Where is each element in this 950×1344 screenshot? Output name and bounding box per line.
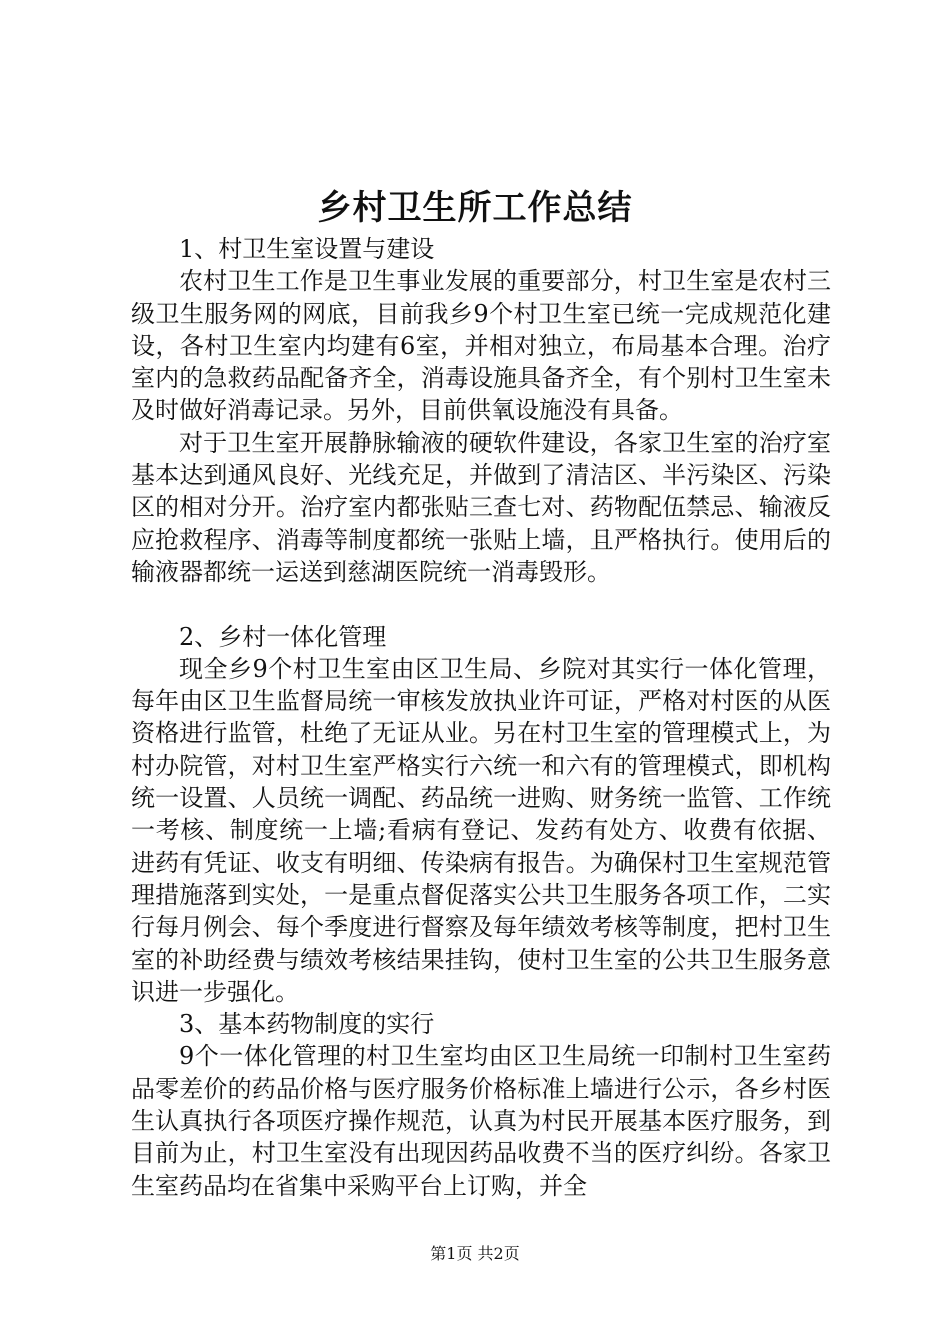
section-2-paragraph-1: 现全乡9个村卫生室由区卫生局、乡院对其实行一体化管理，每年由区卫生监督局统一审核发放执业许可证，严格对村医的从医资格进行监管，杜绝了无证从业。另在村卫生室的管理模式上，为村办院管，对村卫生室严格实行六统一和六有的管理模式，即机构统一设置、人员统一调配、药品统一进购、财务统一监管、工作统一考核、制度统一上墙;看病有登记、发药有处方、收费有依据、进药有凭证、收支有明细、传染病有报告。为确保村卫生室规范管理措施落到实处，一是重点督促落实公共卫生服务各项工作，二实行每月例会、每个季度进行督察及每年绩效考核等制度，把村卫生室的补助经费与绩效考核结果挂钩，使村卫生室的公共卫生服务意识进一步强化。 bbox=[131, 654, 831, 1006]
section-heading-3: 3、基本药物制度的实行 bbox=[179, 1010, 435, 1039]
document-title: 乡村卫生所工作总结 bbox=[317, 188, 633, 228]
document-body bbox=[131, 233, 831, 1202]
section-3-paragraph-1: 9个一体化管理的村卫生室均由区卫生局统一印制村卫生室药品零差价的药品价格与医疗服务价格标准上墙进行公示，各乡村医生认真执行各项医疗操作规范，认真为村民开展基本医疗服务，到目前为止，村卫生室没有出现因药品收费不当的医疗纠纷。各家卫生室药品均在省集中采购平台上订购，并全 bbox=[131, 1042, 831, 1200]
section-1-paragraph-1: 农村卫生工作是卫生事业发展的重要部分，村卫生室是农村三级卫生服务网的网底，目前我乡9个村卫生室已统一完成规范化建设，各村卫生室内均建有6室，并相对独立，布局基本合理。治疗室内的急救药品配备齐全，消毒设施具备齐全，有个别村卫生室未及时做好消毒记录。另外，目前供氧设施没有具备。 bbox=[131, 267, 831, 425]
section-heading-1: 1、村卫生室设置与建设 bbox=[179, 235, 435, 263]
section-heading-2: 2、乡村一体化管理 bbox=[179, 622, 387, 651]
page-footer: 第1页 共2页 bbox=[430, 1244, 520, 1263]
section-1-paragraph-2: 对于卫生室开展静脉输液的硬软件建设，各家卫生室的治疗室基本达到通风良好、光线充足，并做到了清洁区、半污染区、污染区的相对分开。治疗室内都张贴三查七对、药物配伍禁忌、输液反应抢救程序、消毒等制度都统一张贴上墙，且严格执行。使用后的输液器都统一运送到慈湖医院统一消毒毁形。 bbox=[131, 428, 831, 586]
paragraph-spacer bbox=[131, 588, 831, 620]
